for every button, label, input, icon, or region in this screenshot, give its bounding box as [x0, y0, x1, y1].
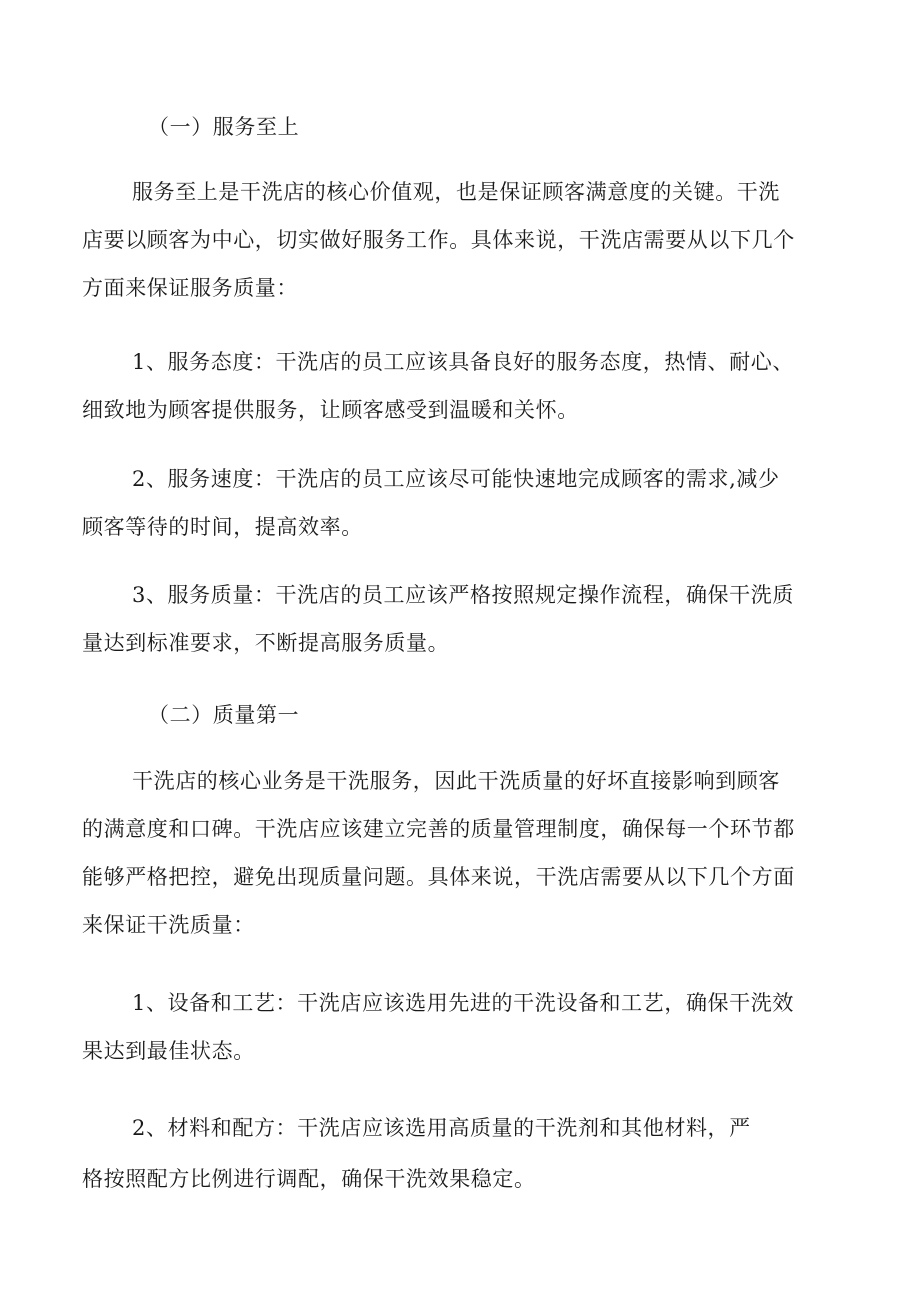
- section-heading-1: （一）服务至上: [148, 115, 300, 139]
- paragraph-line: 店要以顾客为中心，切实做好服务工作。具体来说，干洗店需要从以下几个: [82, 228, 795, 252]
- list-item-line: 1、服务态度：干洗店的员工应该具备良好的服务态度，热情、耐心、: [132, 350, 794, 374]
- paragraph-line: 干洗店的核心业务是干洗服务，因此干洗质量的好坏直接影响到顾客: [132, 769, 780, 793]
- paragraph-line: 服务至上是干洗店的核心价值观，也是保证顾客满意度的关键。干洗: [132, 180, 780, 204]
- paragraph-line: 来保证干洗质量：: [82, 913, 255, 937]
- list-item-line: 2、服务速度：干洗店的员工应该尽可能快速地完成顾客的需求,减少: [132, 467, 780, 491]
- paragraph-line: 的满意度和口碑。干洗店应该建立完善的质量管理制度，确保每一个环节都: [82, 817, 795, 841]
- paragraph-line: 方面来保证服务质量：: [82, 276, 298, 300]
- list-item-line: 1、设备和工艺：干洗店应该选用先进的干洗设备和工艺，确保干洗效: [132, 991, 794, 1015]
- list-item-line: 顾客等待的时间，提高效率。: [82, 515, 363, 539]
- section-heading-2: （二）质量第一: [148, 703, 300, 727]
- paragraph-line: 能够严格把控，避免出现质量问题。具体来说，干洗店需要从以下几个方面: [82, 865, 795, 889]
- list-item-line: 量达到标准要求，不断提高服务质量。: [82, 631, 450, 655]
- list-item-line: 3、服务质量：干洗店的员工应该严格按照规定操作流程，确保干洗质: [132, 583, 794, 607]
- list-item-line: 格按照配方比例进行调配，确保干洗效果稳定。: [82, 1167, 536, 1191]
- list-item-line: 果达到最佳状态。: [82, 1039, 255, 1063]
- list-item-line: 2、材料和配方：干洗店应该选用高质量的干洗剂和其他材料，严: [132, 1116, 751, 1140]
- list-item-line: 细致地为顾客提供服务，让顾客感受到温暖和关怀。: [82, 398, 579, 422]
